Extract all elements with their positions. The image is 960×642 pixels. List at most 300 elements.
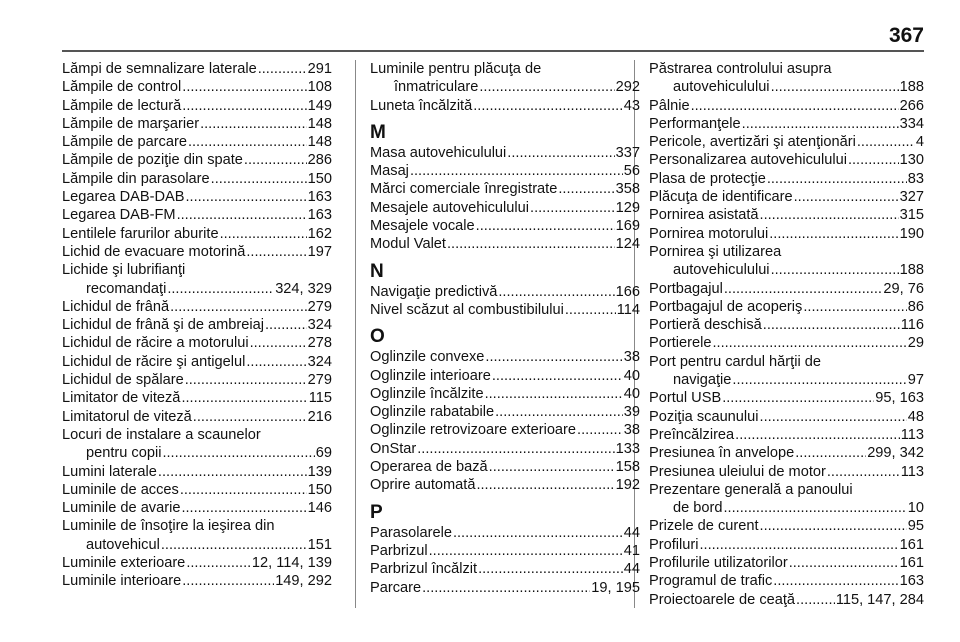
entry-term: Modul Valet [370,236,446,253]
index-entry [649,536,924,554]
index-entry [370,476,640,494]
index-entry-line [62,133,332,151]
dot-leader [565,301,616,319]
page-number: 367 [888,24,924,47]
page-reference: 29, 76 [883,280,924,297]
index-entry [649,481,924,518]
dot-leader [181,389,307,407]
dot-leader [429,542,623,560]
dot-leader [691,97,899,115]
index-entry-line [649,572,924,590]
index-entry [62,298,332,316]
entry-term: Luminile de acces [62,481,179,498]
dot-leader [760,408,907,426]
index-column-3 [649,60,924,609]
page-reference: 279 [307,298,332,315]
index-entry-line [649,481,924,499]
index-entry [370,235,640,253]
page-reference: 161 [899,555,924,572]
index-entry-line [370,144,640,162]
dot-leader [796,591,835,609]
index-entry-line [62,334,332,352]
index-entry [62,97,332,115]
entry-term: înmatriculare [394,79,479,96]
dot-leader [742,115,899,133]
index-entry [62,170,332,188]
page-reference: 43 [623,97,640,114]
entry-term: Performanţele [649,115,741,132]
entry-term: Portul USB [649,390,722,407]
page-reference: 291 [307,61,332,77]
header-rule [62,50,924,52]
index-entry [370,458,640,476]
index-entry [370,348,640,366]
index-entry [62,554,332,572]
dot-leader [577,421,623,439]
page-reference: 41 [623,542,640,559]
section-letter: N [370,260,384,282]
index-entry-line [370,235,640,253]
page-reference: 149, 292 [275,573,332,590]
page-reference: 324 [307,353,332,370]
index-entry [62,426,332,463]
index-entry-line [649,78,924,96]
entry-term: Navigaţie predictivă [370,283,498,300]
entry-term: Profiluri [649,536,699,553]
dot-leader [422,579,590,597]
dot-leader [246,243,306,261]
index-entry [62,151,332,169]
index-entry [370,385,640,403]
dot-leader [767,170,907,188]
index-entry-line [649,426,924,444]
page-reference: 116 [900,317,924,334]
index-entry-line [62,536,332,554]
index-entry-line [62,463,332,481]
dot-leader [188,133,307,151]
index-entry-line [370,162,640,180]
index-entry [649,243,924,280]
index-entry [370,162,640,180]
index-entry-line [62,554,332,572]
index-entry-line [62,170,332,188]
entry-term: Lichidul de spălare [62,372,184,389]
page-reference: 216 [307,408,332,425]
index-entry [370,367,640,385]
dot-leader [712,334,906,352]
page-reference: 150 [307,170,332,187]
entry-term: Lichidul de răcire şi antigelul [62,353,246,370]
index-entry [370,144,640,162]
index-entry-line [370,542,640,560]
dot-leader [181,499,306,517]
index-entry-line [62,60,332,78]
entry-term: Lichide şi lubrifianţi [62,262,186,279]
index-entry-line [62,97,332,115]
dot-leader [732,371,906,389]
dot-leader [186,554,251,572]
index-entry [62,133,332,151]
dot-leader [724,499,907,517]
entry-term: Mărci comerciale înregistrate [370,181,558,198]
dot-leader [489,458,615,476]
section-letter: O [370,326,385,348]
index-entry-line [649,444,924,462]
index-entry [649,517,924,535]
index-entry-line [370,78,640,96]
entry-term: Parbrizul încălzit [370,561,478,578]
index-entry-line [649,280,924,298]
page-reference: 95, 163 [875,390,924,407]
page-reference: 150 [307,481,332,498]
index-entry [649,316,924,334]
page-reference: 130 [899,152,924,169]
entry-term: Portierele [649,335,712,352]
index-entry [62,243,332,261]
dot-leader [495,403,623,421]
page-reference: 40 [623,385,640,402]
entry-term: Pornirea motorului [649,225,769,242]
dot-leader [485,385,623,403]
page-reference: 163 [307,207,332,224]
column-separator [355,60,356,608]
dot-leader [485,348,622,366]
dot-leader [182,572,274,590]
index-entry [62,499,332,517]
dot-leader [476,217,615,235]
index-entry-line [62,78,332,96]
index-entry [649,60,924,97]
section-letter: M [370,121,386,143]
page-reference: 48 [907,408,924,425]
index-entry-line [649,170,924,188]
page-reference: 324 [307,317,332,334]
entry-term: Masaj [370,163,409,180]
entry-term: Poziţia scaunului [649,408,759,425]
dot-leader [848,151,899,169]
index-entry-line [370,421,640,439]
entry-term: Oglinzile convexe [370,349,485,366]
index-entry [62,316,332,334]
index-entry-line [62,481,332,499]
entry-term: Operarea de bază [370,459,488,476]
entry-term: Mesajele vocale [370,218,475,235]
entry-term: de bord [673,500,723,517]
dot-leader [180,481,307,499]
index-entry-line [370,283,640,301]
entry-term: Pâlnie [649,97,690,114]
entry-term: Lichidul de frână [62,298,170,315]
section-letter: P [370,501,383,523]
index-entry-line [649,188,924,206]
index-entry-line [62,316,332,334]
index-entry-line [370,524,640,542]
index-entry [649,170,924,188]
page-reference: 166 [615,283,640,300]
entry-term: pentru copii [86,445,162,462]
dot-leader [724,280,883,298]
entry-term: recomandaţi [86,280,167,297]
index-entry [62,481,332,499]
entry-term: OnStar [370,440,417,457]
index-entry [649,133,924,151]
index-entry-line [62,517,332,535]
entry-term: Oglinzile rabatabile [370,404,495,421]
index-entry-line [649,408,924,426]
index-entry [370,283,640,301]
dot-leader [162,444,314,462]
index-entry [649,591,924,609]
entry-term: Luminile pentru plăcuţa de [370,61,542,77]
page-reference: 86 [907,298,924,315]
dot-leader [200,115,307,133]
dot-leader [158,463,307,481]
index-entry [649,298,924,316]
index-entry [370,60,640,97]
index-entry-line [62,243,332,261]
index-entry-line [649,97,924,115]
page-reference: 197 [307,243,332,260]
index-column-2 [370,60,640,597]
page-reference: 188 [899,79,924,96]
index-entry [649,115,924,133]
page-reference: 327 [899,189,924,206]
dot-leader [473,97,623,115]
index-entry-line [649,60,924,78]
index-entry [62,463,332,481]
page-reference: 162 [307,225,332,242]
entry-term: Locuri de instalare a scaunelor [62,426,261,443]
index-entry [370,440,640,458]
page-reference: 38 [623,422,640,439]
index-entry-line [370,60,640,78]
index-entry [649,334,924,352]
index-entry-line [370,476,640,494]
page-reference: 124 [615,236,640,253]
index-entry [649,188,924,206]
index-entry [62,60,332,78]
index-entry [649,151,924,169]
dot-leader [795,444,866,462]
index-entry [370,301,640,319]
index-entry [62,115,332,133]
index-entry [370,403,640,421]
entry-term: Legarea DAB-FM [62,207,176,224]
page-reference: 266 [899,97,924,114]
dot-leader [760,517,907,535]
dot-leader [479,78,614,96]
index-entry [370,199,640,217]
dot-leader [185,371,307,389]
dot-leader [258,60,307,78]
dot-leader [699,536,898,554]
index-entry-line [62,444,332,462]
page-reference: 149 [307,97,332,114]
index-entry-line [649,517,924,535]
entry-term: autovehiculului [673,79,770,96]
index-entry-line [62,499,332,517]
dot-leader [182,78,306,96]
page-reference: 38 [623,349,640,366]
index-entry [62,389,332,407]
page-reference: 192 [615,477,640,494]
page-reference: 19, 195 [591,579,640,596]
page-reference: 278 [307,335,332,352]
index-entry-line [62,206,332,224]
dot-leader [771,78,899,96]
index-entry-line [649,225,924,243]
index-entry-line [649,536,924,554]
page-reference: 169 [615,218,640,235]
index-entry-line [370,199,640,217]
page-reference: 95 [907,518,924,535]
entry-term: Pornirea asistată [649,207,759,224]
page-reference: 12, 114, 139 [251,555,332,572]
dot-leader [530,199,615,217]
index-entry-line [62,225,332,243]
entry-term: Port pentru cardul hărţii de [649,353,821,370]
entry-term: Parbrizul [370,542,428,559]
entry-term: Parcare [370,579,422,596]
dot-leader [250,334,307,352]
dot-leader [478,560,623,578]
index-entry-line [649,353,924,371]
page-reference: 188 [899,262,924,279]
page-reference: 40 [623,367,640,384]
entry-term: Plăcuţa de identificare [649,189,793,206]
page-reference: 299, 342 [867,445,924,462]
dot-leader [211,170,307,188]
page-reference: 29 [907,335,924,352]
index-column-1 [62,60,332,591]
entry-term: Nivel scăzut al combustibilului [370,301,564,318]
index-entry-line [649,371,924,389]
page-reference: 44 [623,561,640,578]
dot-leader [476,476,614,494]
page-reference: 133 [615,440,640,457]
index-entry-line [370,217,640,235]
index-entry [370,542,640,560]
dot-leader [789,554,899,572]
entry-term: Presiunea în anvelope [649,445,795,462]
dot-leader [453,524,623,542]
index-entry-line [62,353,332,371]
dot-leader [794,188,899,206]
entry-term: Personalizarea autovehiculului [649,152,847,169]
index-entry [62,188,332,206]
dot-leader [417,440,614,458]
entry-term: Preîncălzirea [649,426,735,443]
entry-term: Limitatorul de viteză [62,408,192,425]
page-reference: 315 [899,207,924,224]
index-entry [649,426,924,444]
dot-leader [769,225,898,243]
index-entry-line [370,180,640,198]
index-entry-line [649,298,924,316]
index-entry-line [370,560,640,578]
index-entry-line [62,371,332,389]
index-entry [370,180,640,198]
dot-leader [193,408,307,426]
dot-leader [773,572,898,590]
page-reference: 148 [307,134,332,151]
entry-term: Presiunea uleiului de motor [649,463,826,480]
page-reference: 129 [615,199,640,216]
entry-term: Lentilele farurilor aburite [62,225,219,242]
index-entry-line [370,367,640,385]
index-entry [649,97,924,115]
index-entry-line [370,403,640,421]
page-reference: 148 [307,115,332,132]
entry-term: Luneta încălzită [370,97,473,114]
dot-leader [857,133,915,151]
dot-leader [771,261,899,279]
index-entry-line [62,408,332,426]
dot-leader [161,536,307,554]
page-reference: 44 [623,524,640,541]
entry-term: Profilurile utilizatorilor [649,555,788,572]
index-entry [370,524,640,542]
index-entry-line [62,426,332,444]
index-entry-line [649,133,924,151]
index-entry-line [649,554,924,572]
entry-term: Oglinzile retrovizoare exterioare [370,422,577,439]
entry-term: Oglinzile interioare [370,367,491,384]
page-reference: 358 [615,181,640,198]
entry-term: autovehiculului [673,262,770,279]
index-entry [649,225,924,243]
dot-leader [246,353,306,371]
page-reference: 337 [615,144,640,161]
index-entry [649,444,924,462]
index-entry-line [370,301,640,319]
entry-term: autovehicul [86,536,160,553]
entry-term: Limitator de viteză [62,390,181,407]
page-reference: 10 [907,500,924,517]
entry-term: Programul de trafic [649,573,773,590]
entry-term: Prizele de curent [649,518,759,535]
entry-term: Lămpi de semnalizare laterale [62,61,257,77]
index-entry-line [649,334,924,352]
dot-leader [498,283,614,301]
entry-term: Păstrarea controlului asupra [649,61,832,77]
page-reference: 97 [907,372,924,389]
index-entry [649,572,924,590]
entry-term: Luminile de avarie [62,500,181,517]
entry-term: Lămpile de lectură [62,97,182,114]
dot-leader [763,316,900,334]
page-reference: 113 [900,426,924,443]
dot-leader [170,298,307,316]
index-entry-line [649,115,924,133]
dot-leader [265,316,307,334]
index-entry-line [649,591,924,609]
entry-term: Portbagajul de acoperiş [649,298,803,315]
entry-term: Lămpile de parcare [62,134,187,151]
dot-leader [803,298,906,316]
index-entry [370,560,640,578]
entry-term: Luminile interioare [62,573,182,590]
index-entry [62,261,332,298]
index-entry-line [649,499,924,517]
index-entry [370,97,640,115]
dot-leader [186,188,307,206]
dot-leader [492,367,623,385]
index-entry [649,408,924,426]
entry-term: Lămpile de marşarier [62,115,200,132]
page-reference: 69 [315,445,332,462]
index-entry-line [62,188,332,206]
